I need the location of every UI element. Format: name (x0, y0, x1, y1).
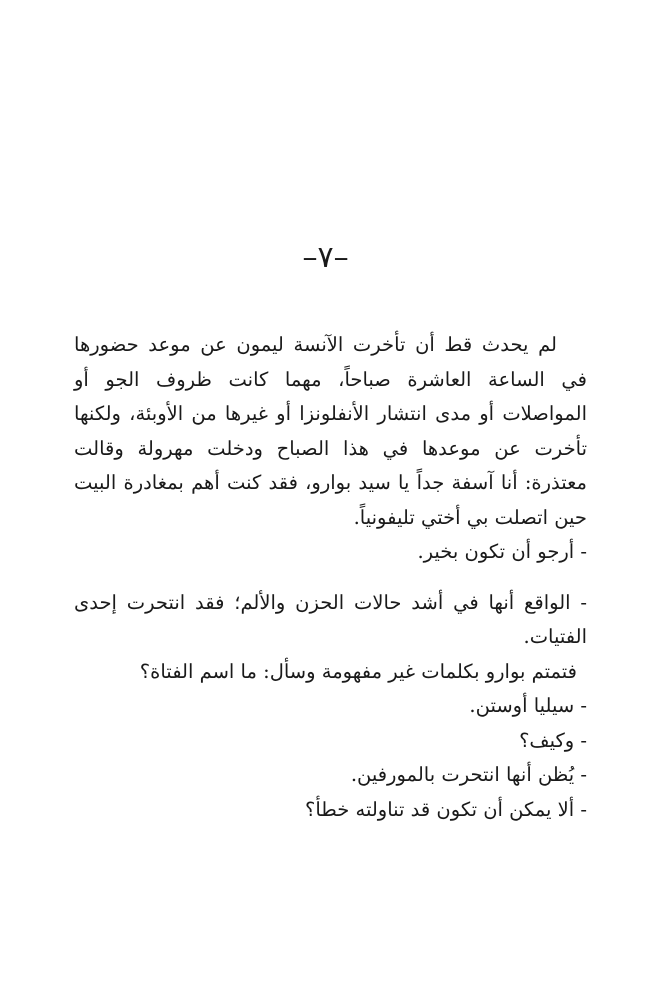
narration-line: فتمتم بوارو بكلمات غير مفهومة وسأل: ما اسم الفتاة؟ (139, 659, 577, 683)
dialogue-line: - الواقع أنها في أشد حالات الحزن والألم؛ فقد انتحرت إحدى الفتيات. (74, 590, 587, 648)
dialogue-line: - وكيف؟ (519, 728, 587, 752)
chapter-body (74, 328, 587, 827)
dialogue-line: - سيليا أوستن. (469, 694, 587, 717)
paragraph-opening: لم يحدث قط أن تأخرت الآنسة ليمون عن موعد حضورها في الساعة العاشرة صباحاً، مهما كانت ظروف الجو أو المواصلات أو مدى انتشار الأنفلونزا أو غيرها من الأوبئة، ولكنها تأخرت عن موعدها في هذا الصباح ودخلت مهرولة وقالت معتذرة: أنا آسفة جداً يا سيد بوارو، فقد كنت أهم بمغادرة البيت حين اتصلت بي أختي تليفونياً. (74, 333, 587, 529)
dialogue-line: - أرجو أن تكون بخير. (417, 540, 587, 563)
dialogue-line: - يُظن أنها انتحرت بالمورفين. (350, 763, 587, 786)
chapter-number: –٧– (302, 240, 349, 275)
dialogue-line: - ألا يمكن أن تكون قد تناولته خطأ؟ (304, 797, 587, 821)
